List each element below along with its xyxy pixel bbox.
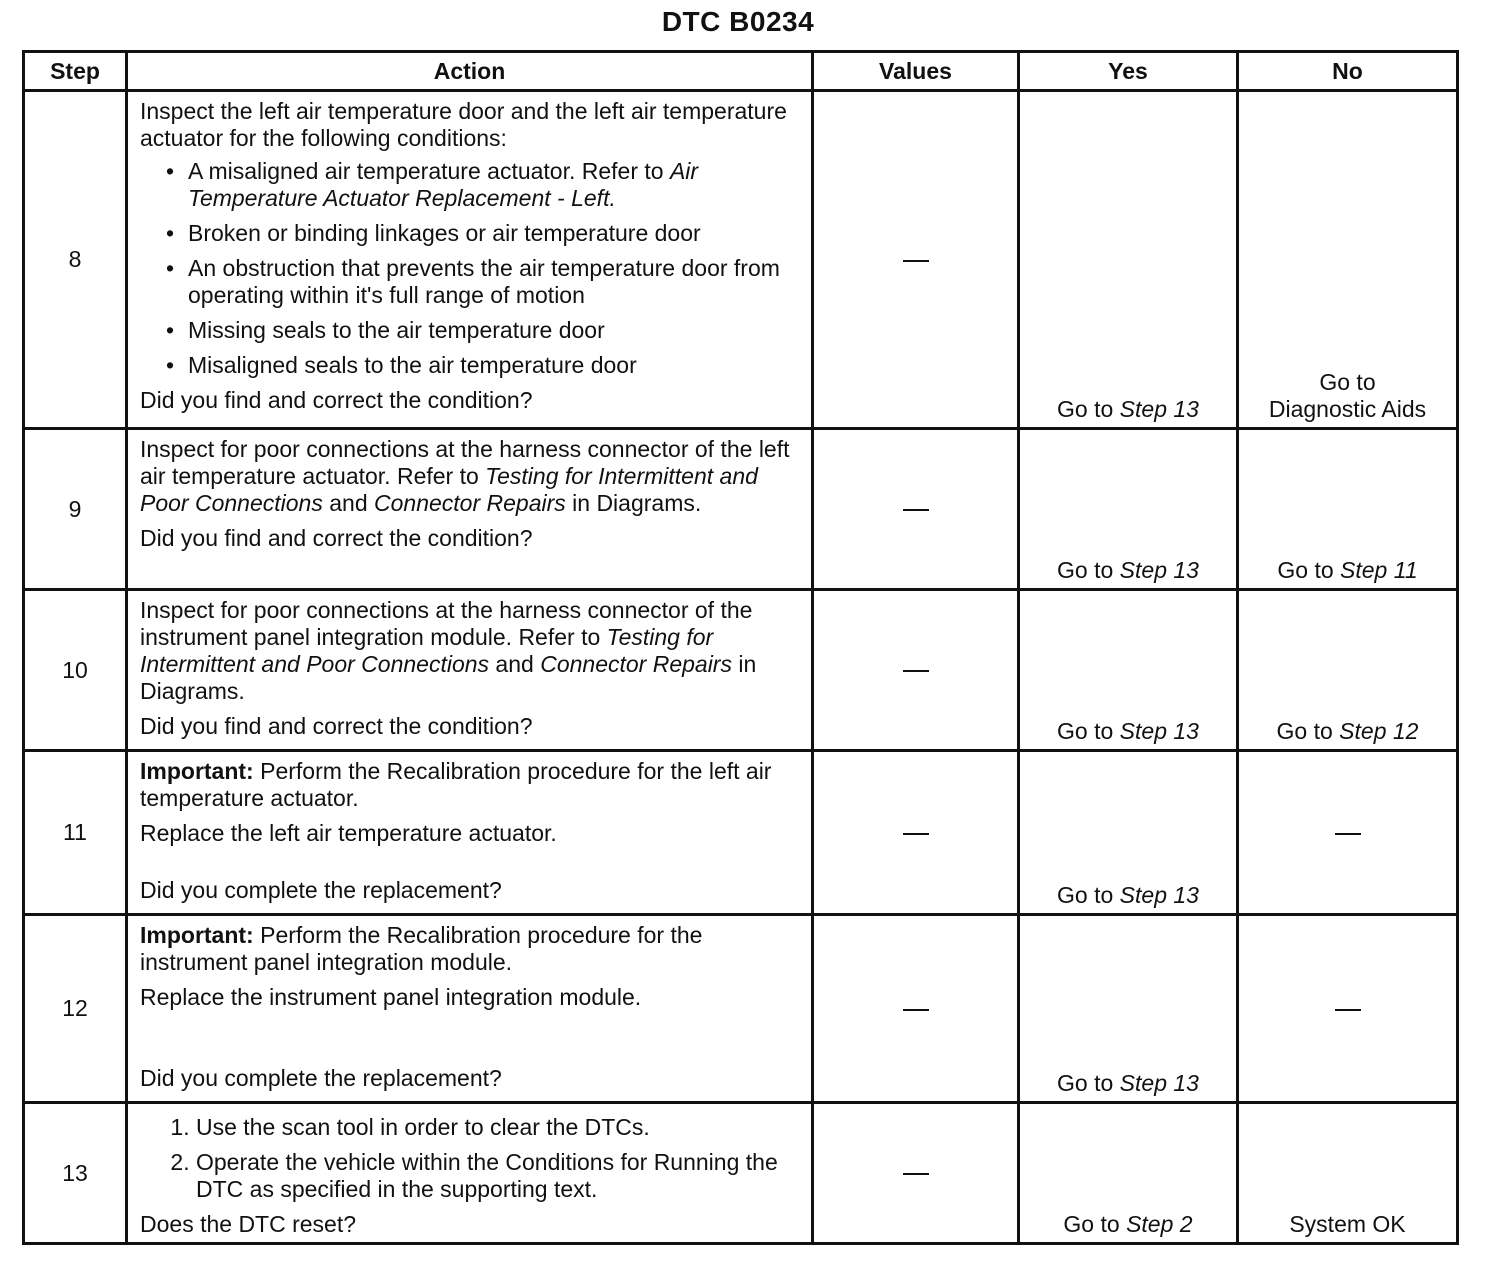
action-text: [140, 597, 801, 705]
yes-step-ref: Step 13: [1119, 396, 1199, 422]
dash-mark: [903, 1173, 929, 1175]
action-question: Did you complete the replacement?: [140, 1065, 502, 1091]
header-values: Values: [813, 52, 1019, 91]
header-action: Action: [127, 52, 813, 91]
action-cell: [127, 751, 813, 915]
values-cell: [813, 751, 1019, 915]
dash-mark: [903, 833, 929, 835]
action-text-part: and: [322, 490, 374, 516]
action-intro: Inspect the left air temperature door and the left air temperature actuator for the following conditions:: [140, 98, 787, 151]
dash-mark: [903, 670, 929, 672]
no-cell: [1238, 915, 1458, 1103]
no-step-ref: Step 12: [1339, 718, 1419, 744]
step-number: 13: [24, 1103, 127, 1244]
action-question: Did you find and correct the condition?: [140, 387, 533, 413]
important-note: [140, 758, 801, 812]
no-cell: [1238, 91, 1458, 429]
condition-list: [140, 158, 801, 379]
action-instruction: Replace the left air temperature actuator.: [140, 820, 557, 846]
reference-link: Air Temperature Actuator Replacement - Left.: [188, 158, 699, 211]
reference-link: Connector Repairs: [540, 651, 732, 677]
yes-step-ref: Step 2: [1126, 1211, 1193, 1237]
yes-cell: [1019, 590, 1238, 751]
important-label: Important:: [140, 922, 254, 948]
action-text-part: in Diagrams.: [565, 490, 702, 516]
dash-mark: [903, 260, 929, 262]
action-cell: [127, 91, 813, 429]
table-row-step-8: [24, 91, 1458, 429]
values-cell: [813, 915, 1019, 1103]
no-step-ref: Step 11: [1340, 557, 1418, 583]
values-cell: [813, 1103, 1019, 1244]
action-question: Did you complete the replacement?: [140, 877, 502, 903]
yes-prefix: Go to: [1057, 396, 1120, 422]
list-item: 2. Operate the vehicle within the Conditions for Running the DTC as specified in the supporting text.: [196, 1149, 801, 1203]
no-cell: [1238, 751, 1458, 915]
yes-step-ref: Step 13: [1119, 882, 1199, 908]
yes-cell: [1019, 1103, 1238, 1244]
values-cell: [813, 429, 1019, 590]
dash-mark: [903, 509, 929, 511]
reference-link: Testing for Intermittent and Poor Connections: [140, 463, 758, 516]
important-text: Perform the Recalibration procedure for the left air temperature actuator.: [140, 758, 772, 811]
list-item: • Missing seals to the air temperature door: [188, 317, 801, 344]
reference-link: Testing for Intermittent and Poor Connections: [140, 624, 714, 677]
list-item: • An obstruction that prevents the air temperature door from operating within it's full range of motion: [188, 255, 801, 309]
step-number: 10: [24, 590, 127, 751]
important-label: Important:: [140, 758, 254, 784]
step-number: 12: [24, 915, 127, 1103]
yes-step-ref: Step 13: [1119, 557, 1199, 583]
action-text: [140, 436, 801, 517]
action-cell: [127, 429, 813, 590]
table-row-step-13: [24, 1103, 1458, 1244]
action-cell: [127, 590, 813, 751]
list-item: • Broken or binding linkages or air temperature door: [188, 220, 801, 247]
header-no: No: [1238, 52, 1458, 91]
values-cell: [813, 91, 1019, 429]
yes-prefix: Go to: [1057, 557, 1120, 583]
no-line-1: Go to: [1319, 369, 1376, 395]
yes-step-ref: Step 13: [1119, 718, 1199, 744]
no-prefix: Go to: [1276, 718, 1340, 744]
table-row-step-11: [24, 751, 1458, 915]
numbered-steps: [140, 1114, 801, 1203]
step-number: 8: [24, 91, 127, 429]
table-row-step-12: [24, 915, 1458, 1103]
list-item-text: A misaligned air temperature actuator. Refer to: [188, 158, 670, 184]
action-question: Does the DTC reset?: [140, 1211, 357, 1237]
list-item: • Misaligned seals to the air temperature door: [188, 352, 801, 379]
yes-cell: [1019, 91, 1238, 429]
action-text-part: in Diagrams.: [140, 651, 757, 704]
step-number: 11: [24, 751, 127, 915]
action-question: Did you find and correct the condition?: [140, 713, 533, 739]
header-step: Step: [24, 52, 127, 91]
header-yes: Yes: [1019, 52, 1238, 91]
header-row: [24, 52, 1458, 91]
yes-prefix: Go to: [1057, 718, 1120, 744]
dash-mark: [1335, 833, 1361, 835]
dash-mark: [1335, 1009, 1361, 1011]
table-row-step-9: [24, 429, 1458, 590]
no-line-2: Diagnostic Aids: [1268, 396, 1427, 422]
action-text-part: and: [489, 651, 541, 677]
no-cell: [1238, 590, 1458, 751]
action-text-part: Inspect for poor connections at the harness connector of the left air temperature actuator. Refer to: [140, 436, 790, 489]
no-cell: System OK: [1238, 1103, 1458, 1244]
yes-cell: [1019, 915, 1238, 1103]
step-number: 9: [24, 429, 127, 590]
table-row-step-10: [24, 590, 1458, 751]
page-title: DTC B0234: [661, 6, 815, 37]
no-prefix: Go to: [1277, 557, 1341, 583]
action-question: Did you find and correct the condition?: [140, 525, 533, 551]
action-cell: [127, 915, 813, 1103]
important-text: Perform the Recalibration procedure for the instrument panel integration module.: [140, 922, 703, 975]
yes-prefix: Go to: [1057, 1070, 1120, 1096]
important-note: [140, 922, 801, 976]
yes-cell: [1019, 429, 1238, 590]
list-item: 1. Use the scan tool in order to clear the DTCs.: [196, 1114, 801, 1141]
action-cell: [127, 1103, 813, 1244]
list-item: [188, 158, 801, 212]
action-text-part: Inspect for poor connections at the harness connector of the instrument panel integration module. Refer to: [140, 597, 753, 650]
values-cell: [813, 590, 1019, 751]
reference-link: Connector Repairs: [374, 490, 566, 516]
yes-prefix: Go to: [1057, 882, 1120, 908]
no-cell: [1238, 429, 1458, 590]
action-instruction: Replace the instrument panel integration module.: [140, 984, 642, 1010]
yes-prefix: Go to: [1063, 1211, 1127, 1237]
dash-mark: [903, 1009, 929, 1011]
yes-step-ref: Step 13: [1119, 1070, 1199, 1096]
diagnostic-table: [22, 50, 1459, 1245]
yes-cell: [1019, 751, 1238, 915]
